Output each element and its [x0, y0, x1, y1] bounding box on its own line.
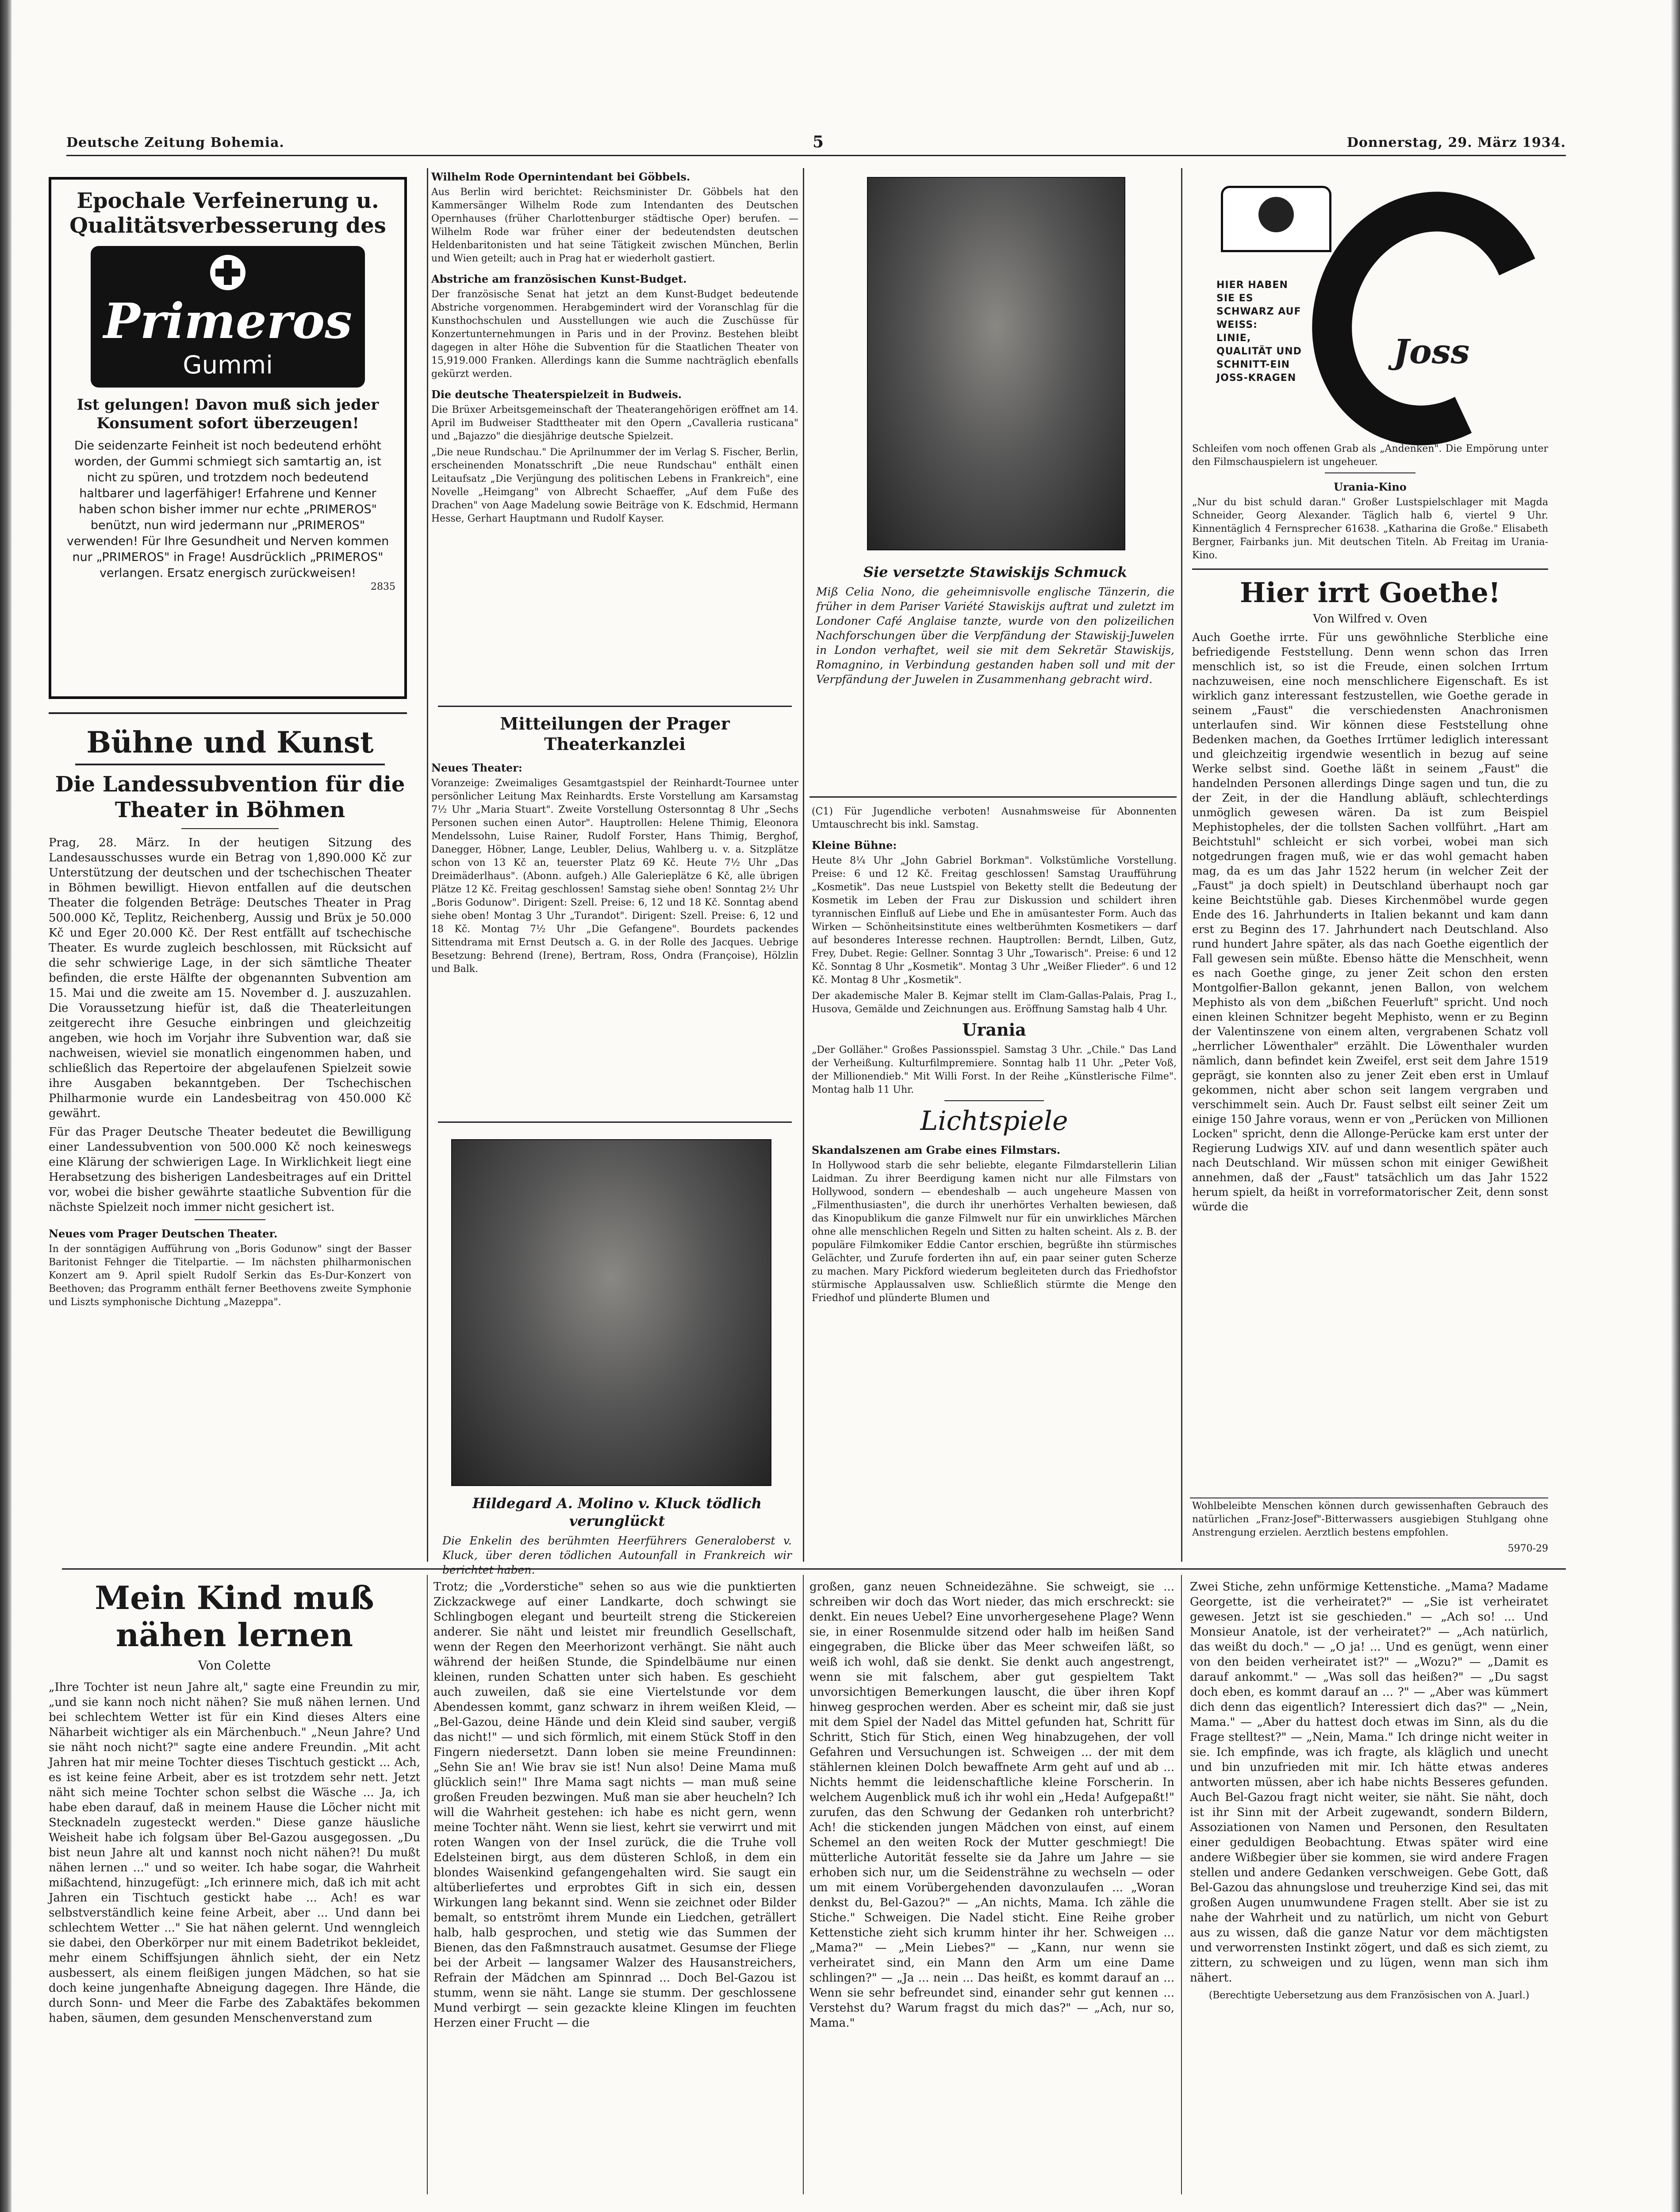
- skandal-title: Skandalszenen am Grabe eines Filmstars.: [812, 1144, 1061, 1156]
- ad-tagline: Ist gelungen! Davon muß sich jeder Konsument sofort überzeugen!: [77, 396, 379, 432]
- news-text: In der sonntägigen Aufführung von „Boris Godunow" singt der Basser Baritonist Fehnger die Titelpartie. — Im nächsten philharmonischen Konzert am 9. April spielt Rudolf Serkin das Es-Dur-Konzert von Beethoven; das Programm enthält ferner Beethovens zweite Symphonie und Liszts symphonische Dichtung „Mazeppa".: [49, 1244, 411, 1308]
- abstriche-title: Abstriche am französischen Kunst-Budget.: [431, 273, 687, 285]
- ad-text-lines: HIER HABEN SIE ES SCHWARZ AUF WEISS: LINIE, QUALITÄT UND SCHNITT-EIN JOSS-KRAGEN: [1216, 280, 1302, 384]
- rode-title: Wilhelm Rode Opernintendant bei Göbbels.: [431, 170, 690, 183]
- goethe-title: Hier irrt Goethe!: [1239, 576, 1501, 609]
- ad-headline: Epochale Verfeinerung u. Qualitätsverbesserung des: [69, 188, 386, 238]
- col2-top: [431, 170, 798, 759]
- article-p2: Für das Prager Deutsche Theater bedeutet die Bewilligung einer Landessubvention von 500.000 Kč noch keineswegs eine Klärung der schwierigen Lage. In Wirklichkeit liegt eine Herabsetzung des bisherigen Landesbeitrages auf ein Drittel vor, wobei die bisher gewährte staatliche Subvention für die nächste Spielzeit noch immer nicht gesichert ist.: [49, 1125, 411, 1214]
- story-col1: [49, 1579, 420, 2199]
- maler-text: Der akademische Maler B. Kejmar stellt im Clam-Gallas-Palais, Prag I., Husova, Gemälde und Zeichnungen aus. Eröffnung Samstag halb 4 Uhr.: [812, 991, 1177, 1015]
- column-rule: [427, 1575, 428, 2194]
- article-title: Die Landessubvention für die Theater in Böhmen: [55, 772, 405, 822]
- column-rule: [1181, 1575, 1182, 2194]
- urania-title: Urania: [962, 1020, 1026, 1040]
- story-col2: [433, 1579, 796, 2199]
- column-rule: [803, 168, 804, 1562]
- urania-text: „Der Golläher." Großes Passionsspiel. Samstag 3 Uhr. „Chile." Das Land der Verheißung. Kulturfilmpremiere. Sonntag halb 11 Uhr. „Peter Voß, der Millionendieb." Mit Willi Forst. In der Reihe „Künstlerische Filme". Montag halb 11 Uhr.: [812, 1045, 1177, 1095]
- kleine-text: Heute 8¼ Uhr „John Gabriel Borkman". Volkstümliche Vorstellung. Preise: 6 und 12 Kč. Freitag geschlossen! Samstag Uraufführung „Kosmetik". Das neue Lustspiel von Beketty stellt die Bedeutung der Kosmetik im Leben der Frau zur Diskussion und schildert ihren tyrannischen Einfluß auf Liebe und Ehe in amüsantester Form. Auch das Wirken — Schönheitsinstitute eines weltberühmten Kosmetikers — darf auf besonderes Interesse rechnen. Hauptrollen: Berndt, Lilben, Gutz, Frey, Dubet. Regie: Gellner. Sonntag 3 Uhr „Towarisch". Preise: 6 und 12 Kč. Sonntag 8 Uhr „Kosmetik". Montag 3 Uhr „Weißer Flieder". 6 und 12 Kč. Montag 8 Uhr „Kosmetik".: [812, 855, 1177, 986]
- rule: [49, 712, 407, 714]
- primeros-ad: [49, 177, 407, 699]
- story-author: Von Colette: [198, 1658, 271, 1673]
- rule: [809, 796, 1177, 798]
- story-text-3: großen, ganz neuen Schneidezähne. Sie schweigt, sie ... schreiben wir doch das Wort nieder, das mich erschreckt: sie denkt. Ein neues Uebel? Eine unvorhergesehene Plage? Wenn sie, in einer Rosenmulde sitzend oder halb im heißen Sand eingegraben, die Blicke über das Meer schweifen läßt, so weiß ich wohl, daß sie denkt. Sie denkt auch angestrengt, wenn sie mit falschem, aber gut gespieltem Takt unvorsichtigen Bemerkungen lauscht, die über ihren Kopf hinweg gesprochen werden. Aber es scheint mir, daß sie just mit dem Spiel der Nadel das Mittel gefunden hat, Schritt für Schritt, Stich für Stich, einen Weg hinabzugehen, der voll Gefahren und Versuchungen ist. Schweigen ... der mit dem stählernen kleinen Dolch bewaffnete Arm geht auf und ab ... Nichts hemmt die leidenschaftliche kleine Forscherin. In welchem Augenblick muß ich ihr wohl ein „Heda! Aufgepaßt!" zurufen, das den Schwung der Gedanken roh unterbricht? Ach! die stickenden jungen Mädchen von einst, auf einem Schemel an den weiten Rock der Mutter geschmiegt! Die mütterliche Autorität fesselte sie da Jahre um Jahre — sie erhoben sich nur, um die Seidensträhne zu wechseln — oder um mit einem Vorübergehenden davonzulaufen ... „Woran denkst du, Bel-Gazou?" — „An nichts, Mama. Ich zähle die Stiche." Schweigen. Die Nadel sticht. Eine Reihe grober Kettenstiche zieht sich krumm hinter ihr her. Schweigen ... „Mama?" — „Mein Liebes?" — „Kann, nur wenn sie verheiratet sind, ein Mann den Arm um eine Dame schlingen?" — „Ja ... nein ... Das heißt, es kommt darauf an ... Wenn sie sehr befreundet sind, einander sehr gut kennen ... Verstehst du? Warum fragst du mich das?" — „Ach, nur so, Mama.": [809, 1580, 1174, 2030]
- kanzlei-title: Mitteilungen der Prager Theaterkanzlei: [500, 714, 730, 754]
- story-text-2: Trotz; die „Vorderstiche" sehen so aus wie die punktierten Zickzackwege auf einer Landkarte, doch schwingt sie Schlingbogen elegant und beurteilt streng die Stickereien anderer. Sie näht und leistet mir freundlich Gesellschaft, wenn der Regen den Meerhorizont verhängt. Sie näht auch während der heißen Stunde, die Spindelbäume nur einen kleinen, runden Schatten unter sich haben. Es geschieht auch zuweilen, daß sie eine Viertelstunde vor dem Abendessen kommt, ganz schwarz in ihrem weißen Kleid, — „Bel-Gazou, deine Hände und dein Kleid sind sauber, vergiß das nicht!" — und sich förmlich, mit einem Stück Stoff in den Fingern niedersetzt. Dann loben sie meine Freundinnen: „Sehn Sie an! Wie brav sie ist! Nun also! Deine Mama muß glücklich sein!" Ihre Mama sagt nichts — man muß seine großen Freuden bezwingen. Muß man sie aber heucheln? Ich will die Wahrheit gestehen: ich habe es nicht gern, wenn meine Tochter näht. Wenn sie liest, kehrt sie verwirrt und mit roten Wangen von der Insel zurück, die die Truhe voll Edelsteinen birgt, aus dem düsteren Schloß, in dem ein blondes Waisenkind gefangengehalten wird. Sie saugt ein altüberliefertes und erprobtes Gift in sich ein, dessen Wirkungen lang bekannt sind. Wenn sie zeichnet oder Bilder bemalt, so entströmt ihrem Munde ein Liedchen, geträllert halb, halb gesprochen, und stetig wie das Summen der Bienen, das den Faßmnstrauch ausatmet. Gesumse der Fliege bei der Arbeit — langsamer Walzer des Hausanstreichers, Refrain der Mädchen am Spinnrad ... Doch Bel-Gazou ist stumm, wenn sie näht. Lange sie stumm. Der geschlossene Mund verbirgt — sein gezackte kleine Klingen im feuchten Herzen einer Frucht — die: [433, 1580, 796, 2030]
- joss-ad: [1203, 177, 1544, 460]
- section-title: Bühne und Kunst: [86, 725, 374, 760]
- col3-text: [812, 805, 1177, 1562]
- rundschau-text: „Die neue Rundschau." Die Aprilnummer der im Verlag S. Fischer, Berlin, erscheinenden Monatsschrift „Die neue Rundschau" enthält einen Leitaufsatz „Die Verjüngung des politischen Lebens in Frankreich", eine Novelle „Heimgang" von Albrecht Schaeffer, „Auf dem Fuße des Drachen" von Aage Madelung sowie Beiträge von K. Edschmid, Hermann Hesse, Gerhart Hauptmann und Rudolf Kayser.: [431, 447, 798, 524]
- top-text: Schleifen vom noch offenen Grab als „Andenken". Die Empörung unter den Filmschauspielern ist ungeheuer.: [1192, 443, 1548, 468]
- story-text-4: Zwei Stiche, zehn unförmige Kettenstiche. „Mama? Madame Georgette, ist die verheiratet?" — „Sie ist verheiratet gewesen. Jetzt ist sie geschieden." — „Ach so! ... Und Monsieur Anatole, ist der verheiratet?" — „Ach natürlich, das weißt du doch." — „O ja! ... Und es genügt, wenn einer von den beiden verheiratet ist?" — „Wozu?" — „Damit es darauf ankommt." — „Was soll das heißen?" — „Du sagst doch eben, es kommt darauf an ... ?" — „Aber was kümmert dich denn das eigentlich? Interessiert dich das?" — „Nein, Mama." — „Aber du hattest doch etwas im Sinn, als du die Frage stelltest?" — „Nein, Mama." Ich dringe nicht weiter in sie. Ich empfinde, was ich fragte, als kläglich und unecht und bin unzufrieden mit mir. Ich hätte etwas anderes antworten müssen, aber ich habe nichts Besseres gefunden. Auch Bel-Gazou fragt nicht weiter, sie näht. Sie näht, doch ist ihr Sinn mit der Arbeit zugewandt, sondern Bildern, Assoziationen von Namen und Personen, den Resultaten einer geduldigen Beobachtung. Etwas später wird eine andere Wißbegier über sie kommen, sie wird andere Fragen stellen und andere Gedanken verschweigen. Gebe Gott, daß Bel-Gazou das ahnungslose und treuherzige Kind sei, das mit großen Augen unumwundene Fragen stellt. Aber sie ist zu nahe der Wahrheit und zu natürlich, um nicht von Geburt aus zu wissen, daß die ganze Natur vor dem mächtigsten und verworrensten Instinkt zögert, und daß es sich ziemt, zu zittern, zu schweigen und zu lügen, wenn man sich ihm nähert.: [1190, 1580, 1548, 1985]
- article-p1: Prag, 28. März. In der heutigen Sitzung des Landesausschusses wurde ein Betrag von 1,890.000 Kč zur Unterstützung der deutschen und der tschechischen Theater in Böhmen bewilligt. Hievon entfallen auf die deutschen Theater die folgenden Beträge: Deutsches Theater in Prag 500.000 Kč, Teplitz, Reichenberg, Aussig und Brüx je 50.000 Kč und Eger 20.000 Kč. Der Rest entfällt auf tschechische Theater. Es wurde zugleich beschlossen, mit Rücksicht auf die sehr schwierige Lage, in der sich sämtliche Theater befinden, die erste Hälfte der obgenannten Subvention am 15. Mai und die zweite am 15. November d. J. auszuzahlen. Die Voraussetzung hiefür ist, daß die Theaterleitungen zeitgerecht ihre Gesuche einbringen und gleichzeitig angeben, wie hoch im Vorjahr ihre Subvention war, daß sie nachweisen, wieviel sie monatlich eingenommen haben, und schließlich das Repertoire der abgelaufenen Spielzeit sowie ihre Ausgaben bekanntgeben. Der Tschechischen Philharmonie wurde ein Landesbeitrag von 450.000 Kč gewährt.: [49, 836, 411, 1120]
- page-number: 5: [812, 133, 825, 151]
- masthead-left: Deutsche Zeitung Bohemia.: [66, 135, 284, 150]
- neues-theater-label: Neues Theater:: [431, 761, 522, 774]
- photo2-caption: Die Enkelin des berühmten Heerführers Generaloberst v. Kluck, über deren tödlichen Autounfall in Frankreich wir berichtet haben.: [442, 1534, 792, 1576]
- rule: [438, 706, 792, 707]
- photo2-caption-block: [442, 1491, 792, 1576]
- photo-caption-block: [816, 560, 1174, 790]
- column-rule: [1181, 168, 1182, 1562]
- intro-text: (C1) Für Jugendliche verboten! Ausnahmsweise für Abonnenten Umtauschrecht bis inkl. Samstag.: [812, 806, 1177, 830]
- skandal-text: In Hollywood starb die sehr beliebte, elegante Filmdarstellerin Lilian Laidman. Zu ihrer Beerdigung kamen nicht nur alle Filmstars von Hollywood, sondern — ebendeshalb — auch ungeheure Massen von „Filmenthusiasten", die durch ihr unerhörtes Verhalten bewiesen, daß das Kinopublikum die ganze Filmwelt nur für ein unwirkliches Märchen ohne alle menschlichen Regeln und Sitten zu halten scheint. Als z. B. der populäre Filmkomiker Eddie Cantor erschien, begrüßte ihn stürmisches Gelächter, und Zurufe forderten ihn auf, ein paar seiner guten Scherze zu machen. Mary Pickford wiederum begleiteten durch das Friedhofstor stürmische Applaussalven usw. Schließlich stürmte die Menge den Friedhof und plünderte Blumen und: [812, 1160, 1177, 1304]
- cross-icon: [210, 255, 245, 290]
- photo-molino: [451, 1139, 771, 1486]
- kleine-title: Kleine Bühne:: [812, 839, 897, 852]
- news-title: Neues vom Prager Deutschen Theater.: [49, 1227, 278, 1240]
- footer-ad-code: 5970-29: [1507, 1543, 1548, 1554]
- budweis-title: Die deutsche Theaterspielzeit in Budweis.: [431, 388, 682, 401]
- masthead-right: Donnerstag, 29. März 1934.: [1346, 135, 1566, 150]
- rode-text: Aus Berlin wird berichtet: Reichsminister Dr. Göbbels hat den Kammersänger Wilhelm Rode zum Intendanten des Deutschen Opernhauses (früher Charlottenburger städtische Oper) berufen. — Wilhelm Rode war früher einer der bedeutendsten deutschen Heldenbaritonisten und hat seine Tätigkeit zwischen München, Berlin und Wien geteilt; auch in Prag hat er wiederholt gastiert.: [431, 187, 798, 264]
- ad-brand-joss: Joss: [1393, 332, 1470, 371]
- column-rule: [803, 1575, 804, 2194]
- ad-sub: Gummi: [183, 351, 273, 380]
- goethe-text: Auch Goethe irrte. Für uns gewöhnliche Sterbliche eine befriedigende Feststellung. Denn wenn schon das Irren menschlich ist, so ist die Freude, einen solchen Irrtum nachzuweisen, eine noch menschlichere Eigenschaft. Es ist wirklich ganz interessant festzustellen, wie Goethe gerade in seinem „Faust" die verschiedensten Anachronismen unterlaufen sind. Wir können diese Feststellung ohne Bedenken machen, da Goethes Irrtümer lediglich interessant und gleichzeitig irgendwie wesentlich in bezug auf seine Werke selbst sind. Goethe läßt in seinem „Faust" die handelnden Personen allerdings Dinge sagen und tun, die zu der Zeit, in der die Handlung abläuft, schlechterdings unmöglich gewesen wären. Da ist zum Beispiel Mephistopheles, der die tollsten Sachen vollführt. „Hart am Beichtstuhl" schleicht er sich vorbei, wobei man sich notgedrungen fragen muß, wie er das wohl gemacht haben mag, da es um das Jahr 1522 herum (in welcher Zeit der „Faust" ja doch spielt) in Deutschland überhaupt noch gar keine Beichtstühle gab. Dieses Kirchenmöbel wurde gegen Ende des 16. Jahrhunderts in Italien bekannt und kam dann erst zu Beginn des 17. Jahrhundert nach Deutschland. Also rund hundert Jahre später, als das nach Goethe eigentlich der Fall gewesen sein müßte. Ebenso hätte die Menschheit, wenn es nach Goethe ginge, zu jener Zeit schon den ersten Montgolfier-Ballon gekannt, jenen Ballon, von welchem Mephisto als von dem „bißchen Feuerluft" spricht. Und noch einen kleinen Schnitzer begeht Mephisto, wenn er zu Beginn der Valentinszene von einem alten, vergrabenen Schatz voll „herrlicher Löwenthaler" erzählt. Die Löwenthaler wurden nämlich, dann befindet kein Zweifel, erst seit dem Jahre 1519 geprägt, sie konnten also zu jener Zeit eben erst in Umlauf gekommen, nicht aber schon seit langem vergraben und verschimmelt sein. Auch Dr. Faust selbst eilt seiner Zeit um einige 150 Jahre voraus, wenn er von „Perücken von Millionen Locken" spricht, denn die Allonge-Perücke kam erst unter der Regierung Ludwigs XIV. auf und dann wesentlich später auch nach Deutschland. Wir müssen schon mit einiger Gewißheit annehmen, daß der „Faust" tatsächlich um das Jahr 1522 herum spielt, da heißt in vorreformatorischer Zeit, denn sonst würde die: [1192, 631, 1548, 1213]
- column-rule: [427, 168, 428, 1562]
- urania-kino-title: Urania-Kino: [1334, 480, 1407, 493]
- kanzlei-text: Voranzeige: Zweimaliges Gesamtgastspiel der Reinhardt-Tournee unter persönlicher Leitung Max Reinhardts. Erste Vorstellung am Karsamstag 7½ Uhr „Maria Stuart". Zweite Vorstellung Ostersonntag 8 Uhr „Sechs Personen suchen einen Autor". Hauptrollen: Helene Thimig, Eleonora Mendelssohn, Luise Rainer, Rudolf Forster, Hans Thimig, Berghof, Danegger, Höbner, Lange, Leubler, Delius, Wahlberg u. v. a. Sitzplätze schon von 13 Kč an, teuerster Platz 69 Kč. Heute 7½ Uhr „Das Dreimäderlhaus". (Abonn. aufgeh.) Alle Galerieplätze 6 Kč, alle übrigen Plätze 12 Kč. Freitag geschlossen! Samstag siehe oben! Sonntag 2½ Uhr „Boris Godunow". Dirigent: Szell. Preise: 6, 12 und 18 Kč. Sonntag abend siehe oben! Montag 3 Uhr „Turandot". Dirigent: Szell. Preise: 6, 12 und 18 Kč. Montag 7½ Uhr „Die Gefangene". Bourdets packendes Sittendrama mit Ernst Deutsch a. G. in der Rolle des Jacques. Uebrige Besetzung: Behrend (Irene), Bertram, Ross, Ondra (Françoise), Hölzlin und Balk.: [431, 778, 798, 975]
- primeros-logo: [91, 246, 365, 388]
- ad-text: Die seidenzarte Feinheit ist noch bedeutend erhöht worden, der Gummi schmiegt sich samtartig an, ist nicht zu spüren, und trotzdem noch bedeutend haltbarer und lagerfähiger! Erfahrene und Kenner haben schon bisher immer nur echte „PRIMEROS" benützt, nun wird jedermann nur „PRIMEROS" verwenden! Für Ihre Gesundheit und Nerven kommen nur „PRIMEROS" in Frage! Ausdrücklich „PRIMEROS" verlangen. Ersatz energisch zurückweisen!: [66, 439, 389, 580]
- buehne-section: [49, 726, 411, 1557]
- photo-caption: Miß Celia Nono, die geheimnisvolle englische Tänzerin, die früher in dem Pariser Variété Stawiskijs auftrat und zuletzt im Londoner Café Anglaise tanzte, wurde von den polizeilichen Nachforschungen über die Verpfändung der Stawiskij-Juwelen in London verhaftet, weil sie mit dem Sekretär Stawiskijs, Romagnino, in Verbindung gestanden haben soll und mit der Verpfändung der Juwelen in Zusammenhang gebracht wird.: [816, 585, 1174, 686]
- binding-shadow: [0, 0, 12, 2212]
- story-text-1: „Ihre Tochter ist neun Jahre alt," sagte eine Freundin zu mir, „und sie kann noch nicht nähen? Sie muß nähen lernen. Und bei schlechtem Wetter ist für ein Kind dieses Alters eine Näharbeit wichtiger als ein Märchenbuch." „Neun Jahre? Und sie näht noch nicht?" sagte eine andere Freundin. „Mit acht Jahren hat mir meine Tochter dieses Tischtuch gestickt ... Ach, es ist keine feine Arbeit, aber es ist trotzdem sehr nett. Jetzt näht sich meine Tochter schon selbst die Wäsche ... Ja, ich habe eben darauf, daß in meinem Hause die Löcher nicht mit Stecknadeln zugesteckt werden." Diese ganze häusliche Weisheit habe ich folgsam über Bel-Gazou ausgegossen. „Du bist neun Jahre alt und kannst noch nicht nähen?! Du mußt nähen lernen ..." und so weiter. Ich habe sogar, die Wahrheit mißachtend, hinzugefügt: „Ich erinnere mich, daß ich mit acht Jahren ein Tischtuch gestickt habe ... Ach! es war selbstverständlich keine feine Arbeit, aber ... Und dann bei schlechtem Wetter ..." Sie hat nähen gelernt. Und wenngleich sie dabei, den Oberkörper nur mit einem Badetrikot bekleidet, mehr einem Schiffsjungen ähnlich sieht, der ein Netz ausbessert, als einem fleißigen jungen Mädchen, so hat sie doch keine jungenhafte Abneigung dagegen. Ihre Hände, die durch Sonn- und Meer die Farbe des Zabaktäfes bekommen haben, säumen, dem gesunden Menschenverstand zum: [49, 1681, 420, 2025]
- story-col4: [1190, 1579, 1548, 2208]
- page-edge-shadow: [1671, 0, 1680, 2212]
- story-translation: (Berechtigte Uebersetzung aus dem Französischen von A. Juarl.): [1208, 1990, 1530, 2001]
- masthead-rule: [66, 155, 1566, 156]
- col4-text: [1192, 442, 1548, 1566]
- rule: [438, 1121, 792, 1123]
- urania-kino-text: „Nur du bist schuld daran." Großer Lustspielschlager mit Magda Schneider, Georg Alexander. Täglich halb 6, viertel 9 Uhr. Kinnentäglich 4 Fernsprecher 61638. „Katharina die Große." Elisabeth Bergner, Fairbanks jun. Mit deutschen Titeln. Ab Freitag im Urania-Kino.: [1192, 497, 1548, 561]
- ad-brand: Primeros: [103, 292, 353, 349]
- goethe-author: Von Wilfred v. Oven: [1313, 612, 1427, 626]
- footer-ad-block: [1192, 1500, 1548, 1566]
- section-rule: [62, 1568, 1566, 1570]
- story-col3: [809, 1579, 1174, 2199]
- abstriche-text: Der französische Senat hat jetzt an dem Kunst-Budget bedeutende Abstriche vorgenommen. Herabgemindert wird der Voranschlag für die Kunsthochschulen und Ausstellungen wie auch die Zuschüsse für Konzertunternehmungen in Paris und in der Provinz. Bestehen bleibt dagegen in alter Höhe die Subvention für die Staatlichen Theater von 15,919.000 Franken. Allerdings kann die Summe nachträglich ebenfalls gekürzt werden.: [431, 289, 798, 380]
- photo2-title: Hildegard A. Molino v. Kluck tödlich verunglückt: [472, 1495, 762, 1529]
- ad-code: 2835: [371, 581, 395, 592]
- photo-nono: [867, 177, 1125, 550]
- budweis-text: Die Brüxer Arbeitsgemeinschaft der Theaterangehörigen eröffnet am 14. April im Budweiser Stadttheater mit den Opern „Cavalleria rusticana" und „Bajazzo" die diesjährige deutsche Spielzeit.: [431, 404, 798, 442]
- photo-title: Sie versetzte Stawiskijs Schmuck: [863, 564, 1128, 580]
- footer-ad-text: Wohlbeleibte Menschen können durch gewissenhaften Gebrauch des natürlichen „Franz-Josef"-Bitterwassers ausgiebigen Stuhlgang ohne Anstrengung erzielen. Aerztlich bestens empfohlen.: [1192, 1501, 1548, 1538]
- kanzlei-section: [431, 710, 798, 1152]
- lichtspiele-title: Lichtspiele: [920, 1106, 1068, 1137]
- lion-emblem-icon: [1221, 186, 1331, 252]
- story-title: Mein Kind muß nähen lernen: [95, 1579, 374, 1654]
